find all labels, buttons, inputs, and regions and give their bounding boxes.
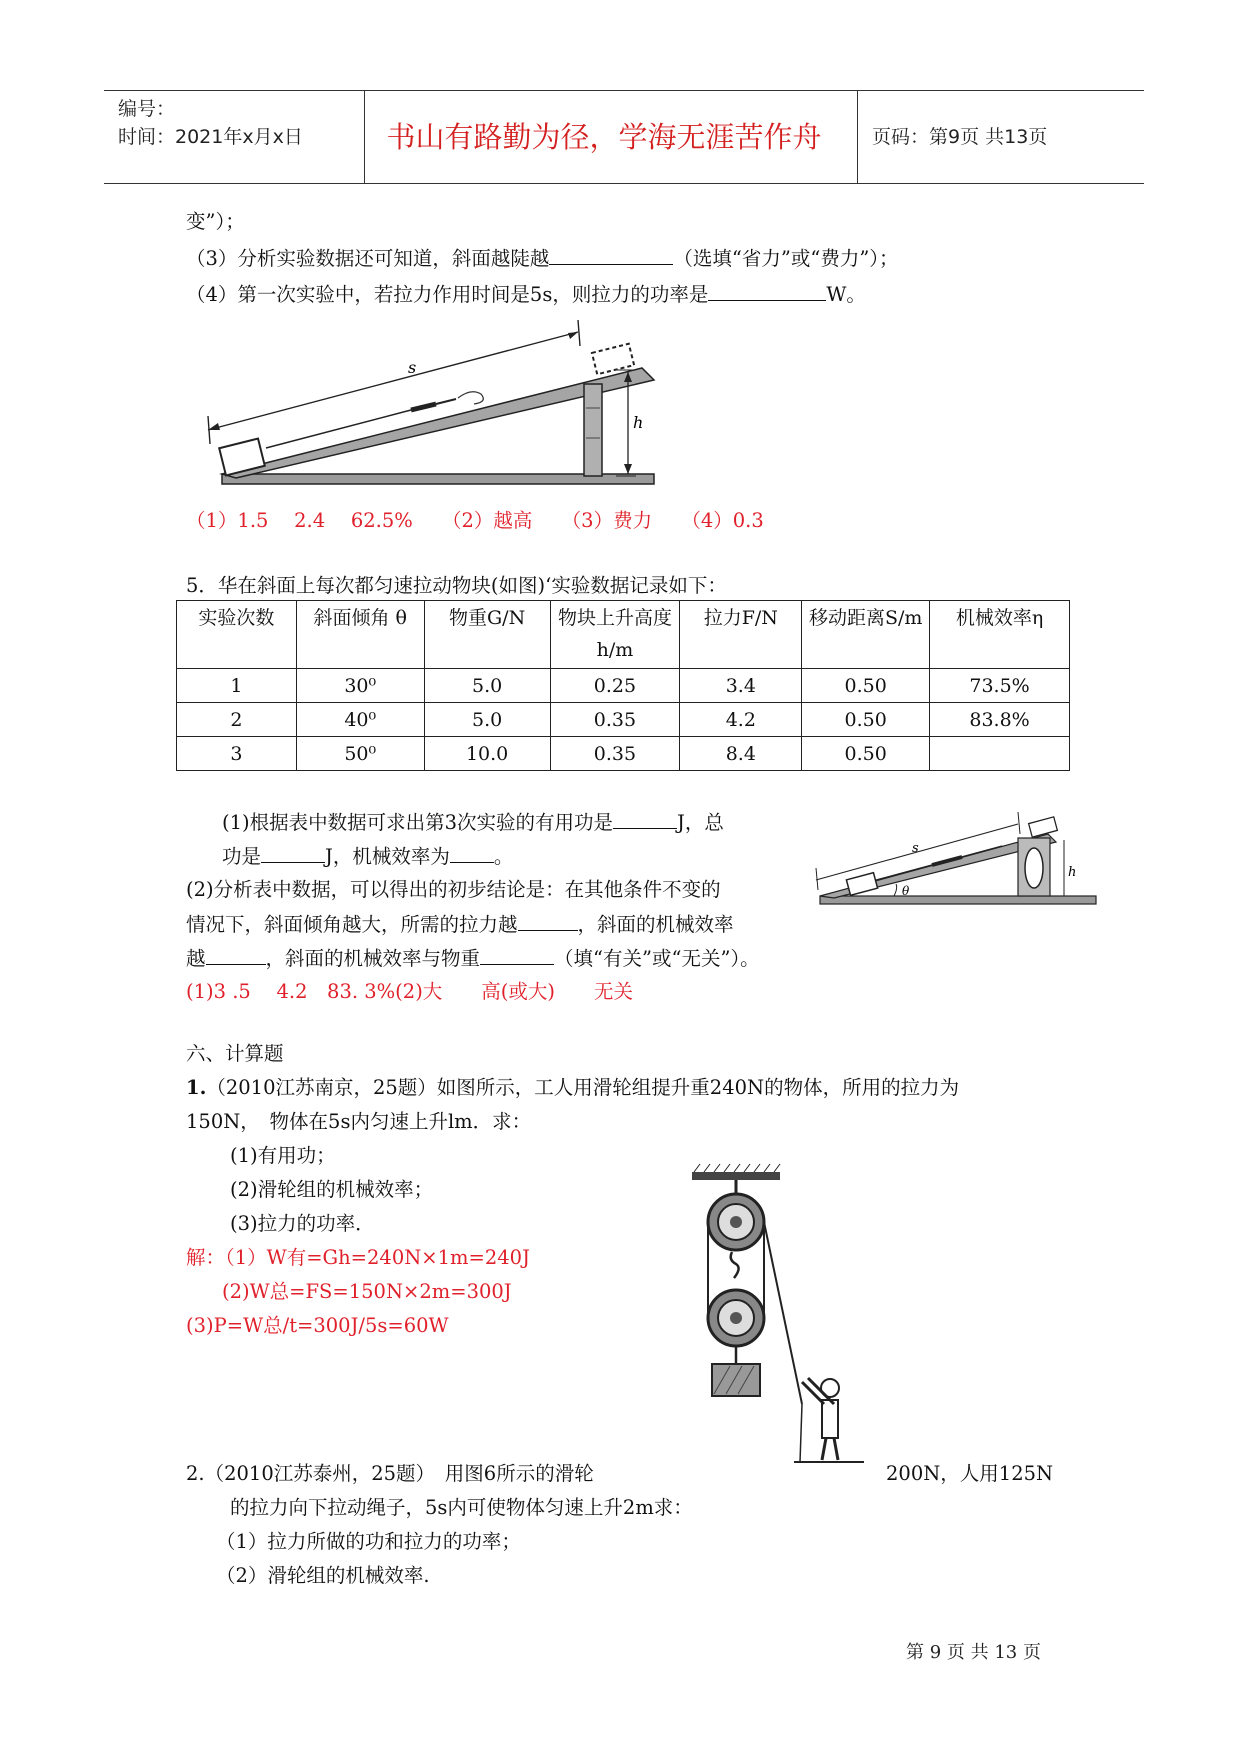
table-header-cell: 物重G/N [424,601,550,669]
table-row [177,669,1070,703]
calc-1-q2: (2)滑轮组的机械效率； [230,1178,434,1201]
text-fragment: （填“有关”或“无关”）。 [554,947,760,970]
label-h: h [1068,865,1077,880]
solution-line: (3)P=W总/t=300J/5s=60W [186,1314,449,1337]
table-cell: 0.50 [802,669,930,703]
table-header-cell: 机械效率η [930,601,1070,669]
answer-blank [450,842,494,863]
table-cell: 5.0 [424,703,550,737]
calc-1-line2: 150N， 物体在5s内匀速上升lm．求： [186,1110,532,1133]
table-cell: 0.35 [550,737,680,771]
experiment-table [176,600,1070,771]
q5-sub2-line3 [186,944,760,973]
calc-2-line1-tail: 200N，人用125N [886,1462,1054,1485]
serial-label: 编号： [118,98,176,120]
answer-line: (1)3 .5 4.2 83. 3%(2)大 高(或大) 无关 [186,980,634,1003]
text-fragment: (1)根据表中数据可求出第3次实验的有用功是 [222,811,614,834]
table-header-cell: 斜面倾角 θ [296,601,424,669]
answer-line: （1）1.5 2.4 62.5% （2）越高 （3）费力 （4）0.3 [186,509,764,532]
page-footer: 第 9 页 共 13 页 [906,1642,1041,1663]
label-s: s [408,358,417,377]
table-cell: 50⁰ [296,737,424,771]
table-cell: 0.50 [802,737,930,771]
header-meta [118,95,303,151]
q5-sub2-line1: (2)分析表中数据，可以得出的初步结论是：在其他条件不变的 [186,878,721,901]
question-3-line [186,244,899,273]
table-cell: 73.5% [930,669,1070,703]
answer-blank [613,808,677,829]
table-cell: 1 [177,669,297,703]
incline-figure [196,318,666,498]
text-fragment: （3）分析实验数据还可知道，斜面越陡越 [186,247,550,270]
table-cell: 0.50 [802,703,930,737]
table-header-cell: 移动距离S/m [802,601,930,669]
answer-blank [708,280,826,301]
table-cell: 5.0 [424,669,550,703]
table-cell: 10.0 [424,737,550,771]
table-header-row [177,601,1070,669]
text-fragment: ，斜面的机械效率 [577,913,734,936]
q5-sub2-line2 [186,910,734,939]
page-header [104,90,1144,184]
table-cell: 0.35 [550,703,680,737]
table-cell: 4.2 [680,703,802,737]
calc-2-line1: 2.（2010江苏泰州，25题） 用图6所示的滑轮 [186,1462,594,1485]
question-number: 1. [186,1076,207,1099]
text-fragment: J，机械效率为 [325,845,450,868]
answer-blank [206,944,266,965]
calc-2-q1: （1）拉力所做的功和拉力的功率； [216,1530,521,1553]
table-row [177,703,1070,737]
text-fragment: J，总 [677,811,724,834]
table-cell: 3 [177,737,297,771]
text-fragment: （选填“省力”或“费力”）； [673,247,899,270]
answer-blank [549,244,673,265]
table-cell: 30⁰ [296,669,424,703]
section-title: 六、计算题 [186,1042,284,1065]
label-theta: θ [902,884,910,898]
table-header-cell: 实验次数 [177,601,297,669]
text-fragment: ，斜面的机械效率与物重 [265,947,481,970]
table-cell: 40⁰ [296,703,424,737]
table-cell: 8.4 [680,737,802,771]
q5-sub1-line2 [222,842,513,871]
calc-2-line2: 的拉力向下拉动绳子，5s内可使物体匀速上升2m求： [230,1496,693,1519]
text-fragment: （2010江苏南京，25题）如图所示，工人用滑轮组提升重240N的物体，所用的拉力为 [206,1076,960,1099]
answer-blank [480,944,554,965]
table-row [177,737,1070,771]
text-fragment: 。 [493,845,514,868]
solution-line: (2)W总=FS=150N×2m=300J [222,1280,512,1303]
time-label: 时间：2021年x月x日 [118,126,303,148]
text-fragment: 越 [186,947,206,970]
text-line: 变”）； [186,210,245,233]
table-header-cell: 物块上升高度h/m [550,601,680,669]
calc-2-q2: （2）滑轮组的机械效率. [216,1564,430,1587]
calc-1-line1 [186,1074,959,1102]
q5-sub1-line1 [222,808,724,837]
text-fragment: 情况下，斜面倾角越大，所需的拉力越 [186,913,518,936]
question-5-title: 5．华在斜面上每次都匀速拉动物块(如图)‘实验数据记录如下： [186,574,727,597]
header-motto: 书山有路勤为径，学海无涯苦作舟 [386,120,822,154]
pulley-figure [684,1160,874,1470]
table-header-cell: 拉力F/N [680,601,802,669]
label-h: h [633,413,644,432]
question-4-line [186,280,866,309]
label-s: s [912,841,919,856]
incline-figure-small [812,800,1102,912]
answer-blank [518,910,578,931]
table-cell: 83.8% [930,703,1070,737]
table-cell: 0.25 [550,669,680,703]
table-cell: 2 [177,703,297,737]
text-fragment: （4）第一次实验中，若拉力作用时间是5s，则拉力的功率是 [186,283,709,306]
text-fragment: 功是 [222,845,262,868]
solution-line: 解：（1）W有=Gh=240N×1m=240J [186,1246,530,1269]
table-cell: 3.4 [680,669,802,703]
text-fragment: W。 [826,283,866,306]
header-divider [857,91,858,183]
calc-1-q3: (3)拉力的功率． [230,1212,375,1235]
table-cell [930,737,1070,771]
calc-1-q1: (1)有用功； [230,1144,336,1167]
page-label: 页码：第9页 共13页 [872,126,1048,148]
answer-blank [261,842,325,863]
